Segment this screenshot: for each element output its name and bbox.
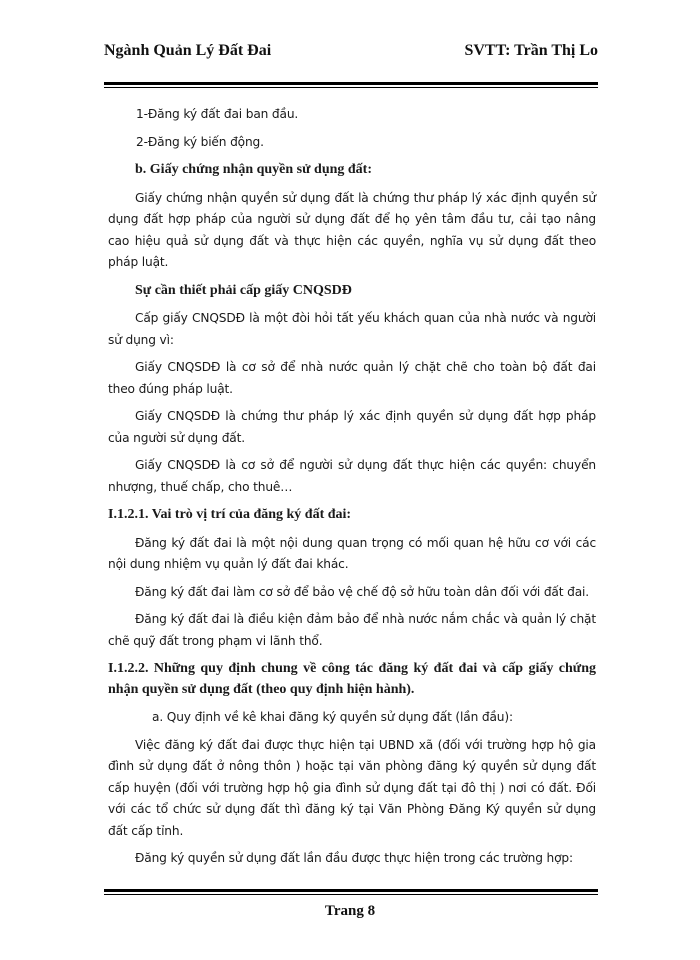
- header-department: Ngành Quản Lý Đất Đai: [104, 42, 272, 59]
- section-heading-role: I.1.2.1. Vai trò vị trí của đăng ký đất đai:: [108, 507, 352, 522]
- paragraph-land-fund: Đăng ký đất đai là điều kiện đảm bảo để nhà nước nắm chắc và quản lý chặt chẽ quỹ đất trong phạm vi lãnh thổ.: [108, 612, 596, 648]
- paragraph-user-rights: Giấy CNQSDĐ là cơ sở để người sử dụng đất thực hiện các quyền: chuyển nhượng, thuế chấp, cho thuê…: [108, 458, 596, 494]
- section-heading-certificate: b. Giấy chứng nhận quyền sử dụng đất:: [135, 162, 373, 177]
- paragraph-registration-location: Việc đăng ký đất đai được thực hiện tại UBND xã (đối với trường hợp hộ gia đình sử dụng đất ở nông thôn ) hoặc tại văn phòng đăng ký quyền sử dụng đất cấp huyện (đối với trường hợp hộ gia đình sử dụng đất tại đô thị ) nơi có đất. Đối với các tổ chức sử dụng đất thì đăng ký tại Văn Phòng Đăng Ký quyền sử dụng đất cấp tỉnh.: [108, 737, 596, 838]
- paragraph-ownership: Đăng ký đất đai làm cơ sở để bảo vệ chế độ sở hữu toàn dân đối với đất đai.: [135, 584, 589, 599]
- page-header: [104, 42, 598, 64]
- paragraph-state-management: Giấy CNQSDĐ là cơ sở để nhà nước quản lý chặt chẽ cho toàn bộ đất đai theo đúng pháp luật.: [108, 360, 596, 396]
- paragraph-first-registration: Đăng ký quyền sử dụng đất lần đầu được thực hiện trong các trường hợp:: [135, 851, 573, 865]
- paragraph-role-content: Đăng ký đất đai là một nội dung quan trọng có mối quan hệ hữu cơ với các nội dung nhiệm vụ quản lý đất đai khác.: [108, 535, 596, 571]
- paragraph-necessity: Cấp giấy CNQSDĐ là một đòi hỏi tất yếu khách quan của nhà nước và người sử dụng vì:: [108, 311, 596, 347]
- page-number: Trang 8: [324, 903, 376, 919]
- header-rule: [104, 82, 598, 88]
- subheading-declaration: a. Quy định về kê khai đăng ký quyền sử dụng đất (lần đầu):: [152, 710, 513, 724]
- page-body: [108, 104, 596, 876]
- footer-rule: [104, 889, 598, 895]
- list-item-initial-registration: 1-Đăng ký đất đai ban đầu.: [136, 107, 299, 121]
- paragraph-legal-document: Giấy CNQSDĐ là chứng thư pháp lý xác định quyền sử dụng đất hợp pháp của người sử dụng đất.: [108, 409, 596, 445]
- section-heading-regulations: I.1.2.2. Những quy định chung về công tác đăng ký đất đai và cấp giấy chứng nhận quyền sử dụng đất (theo quy định hiện hành).: [108, 661, 596, 697]
- header-student: SVTT: Trần Thị Lo: [464, 42, 598, 59]
- paragraph-certificate-definition: Giấy chứng nhận quyền sử dụng đất là chứng thư pháp lý xác định quyền sử dụng đất hợp pháp của người sử dụng đất để họ yên tâm đầu tư, cải tạo nâng cao hiệu quả sử dụng đất và thực hiện các quyền, nghĩa vụ sử dụng đất theo pháp luật.: [108, 190, 596, 269]
- section-heading-necessity: Sự cần thiết phải cấp giấy CNQSDĐ: [135, 282, 352, 298]
- list-item-change-registration: 2-Đăng ký biến động.: [136, 134, 264, 149]
